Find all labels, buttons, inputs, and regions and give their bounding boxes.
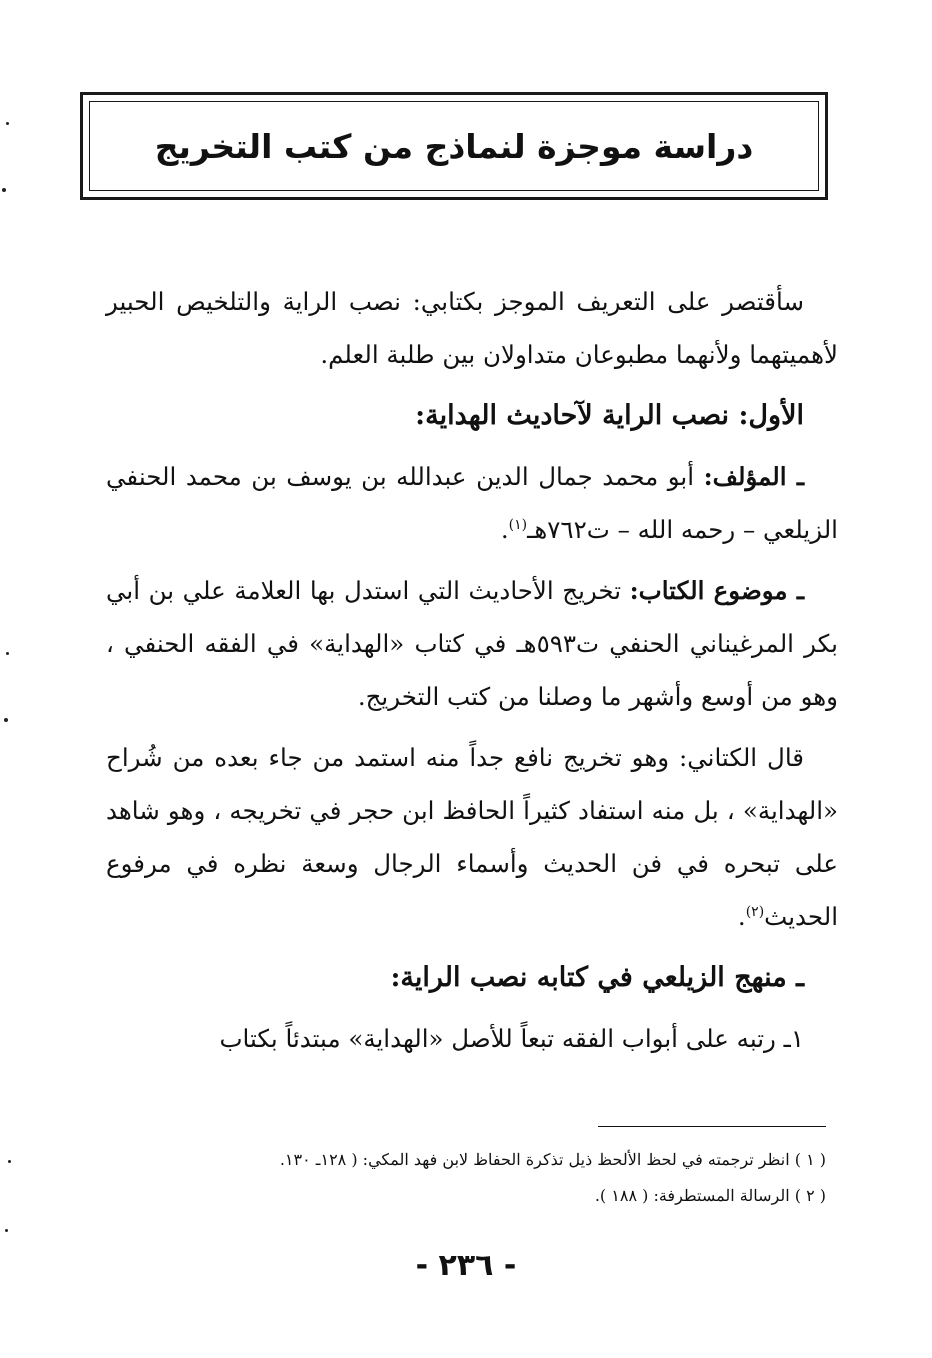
scan-speck: [5, 1229, 8, 1232]
author-text: أبو محمد جمال الدين عبدالله بن يوسف بن محمد الحنفي الزيلعي – رحمه الله – ت٧٦٢هـ: [106, 462, 838, 544]
subject-paragraph: [106, 564, 838, 723]
scan-speck: [8, 1160, 11, 1163]
kattani-end: .: [737, 902, 746, 931]
method-heading: ـ منهج الزيلعي في كتابه نصب الراية:: [390, 962, 804, 993]
page-number: - ٢٣٦ -: [415, 1248, 517, 1283]
body-text: [106, 275, 838, 1073]
footnotes: [150, 1142, 826, 1214]
kattani-paragraph: [106, 731, 838, 943]
subject-label: ـ موضوع الكتاب:: [629, 576, 804, 605]
scan-speck: [6, 122, 9, 125]
method-item-1: ١ـ رتبه على أبواب الفقه تبعاً للأصل «الهداية» مبتدئاً بكتاب: [219, 1024, 804, 1053]
footnote-divider: [598, 1126, 826, 1127]
page-title: دراسة موجزة لنماذج من كتب التخريج: [154, 126, 754, 166]
author-end: .: [500, 515, 509, 544]
scan-speck: [2, 188, 6, 192]
footnote-2: ( ٢ ) الرسالة المستطرفة: ( ١٨٨ ).: [594, 1186, 826, 1205]
title-frame: [80, 92, 828, 200]
author-paragraph: [106, 450, 838, 556]
kattani-text: قال الكتاني: وهو تخريج نافع جداً منه استمد من جاء بعده من شُراح «الهداية» ، بل منه استفاد كثيراً الحافظ ابن حجر في تخريجه ، وهو شاهد على تبحره في فن الحديث وأسماء الرجال وسعة نظره في مرفوع الحديث: [106, 743, 838, 931]
author-label: ـ المؤلف:: [703, 462, 804, 491]
section-first-heading: الأول: نصب الراية لآحاديث الهداية:: [415, 400, 804, 431]
title-frame-inner: [89, 101, 819, 191]
intro-paragraph: سأقتصر على التعريف الموجز بكتابي: نصب الراية والتلخيص الحبير لأهميتهما ولأنهما مطبوعان متداولان بين طلبة العلم.: [106, 287, 838, 369]
footnote-1: ( ١ ) انظر ترجمته في لحظ الألحظ ذيل تذكرة الحفاظ لابن فهد المكي: ( ١٢٨ـ ١٣٠.: [279, 1150, 826, 1169]
scan-speck: [4, 718, 8, 722]
subject-text: تخريج الأحاديث التي استدل بها العلامة علي بن أبي بكر المرغيناني الحنفي ت٥٩٣هـ في كتاب «الهداية» في الفقه الحنفي ، وهو من أوسع وأشهر ما وصلنا من كتب التخريج.: [106, 576, 838, 711]
footnote-mark-2: (٢): [745, 903, 765, 920]
footnote-mark-1: (١): [508, 516, 528, 533]
scan-speck: [6, 652, 9, 655]
